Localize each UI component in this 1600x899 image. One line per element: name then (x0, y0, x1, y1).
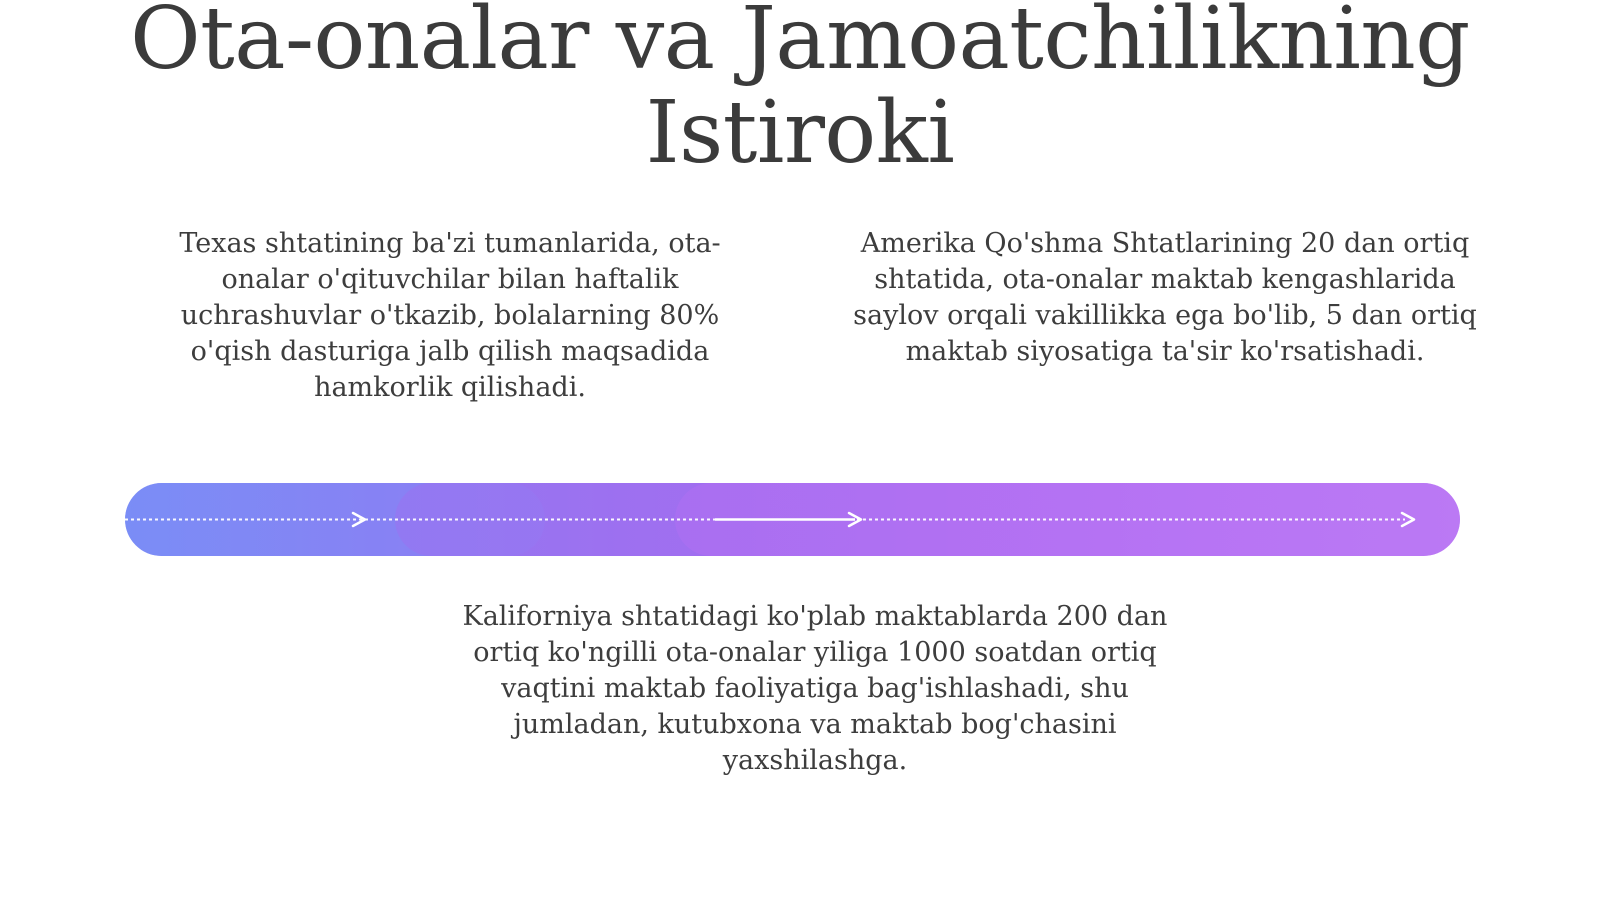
text-block-texas: Texas shtatining ba'zi tumanlarida, ota-onalar o'qituvchilar bilan haftalik uchrashuvlar o'tkazib, bolalarning 80% o'qish dasturiga jalb qilish maqsadida hamkorlik qilishadi. (179, 228, 721, 403)
slide-title: Ota-onalar va Jamoatchilikning Istiroki (130, 0, 1470, 183)
timeline-arrows (125, 483, 1460, 556)
text-block-usa: Amerika Qo'shma Shtatlarining 20 dan ortiq shtatida, ota-onalar maktab kengashlarida saylov orqali vakillikka ega bo'lib, 5 dan ortiq maktab siyosatiga ta'sir ko'rsatishadi. (853, 228, 1477, 367)
text-block-california: Kaliforniya shtatidagi ko'plab maktablarda 200 dan ortiq ko'ngilli ota-onalar yiliga 1000 soatdan ortiq vaqtini maktab faoliyatiga bag'ishlashadi, shu jumladan, kutubxona va maktab bog'chasini yaxshilashga. (462, 601, 1168, 776)
timeline-bar (125, 483, 1460, 556)
